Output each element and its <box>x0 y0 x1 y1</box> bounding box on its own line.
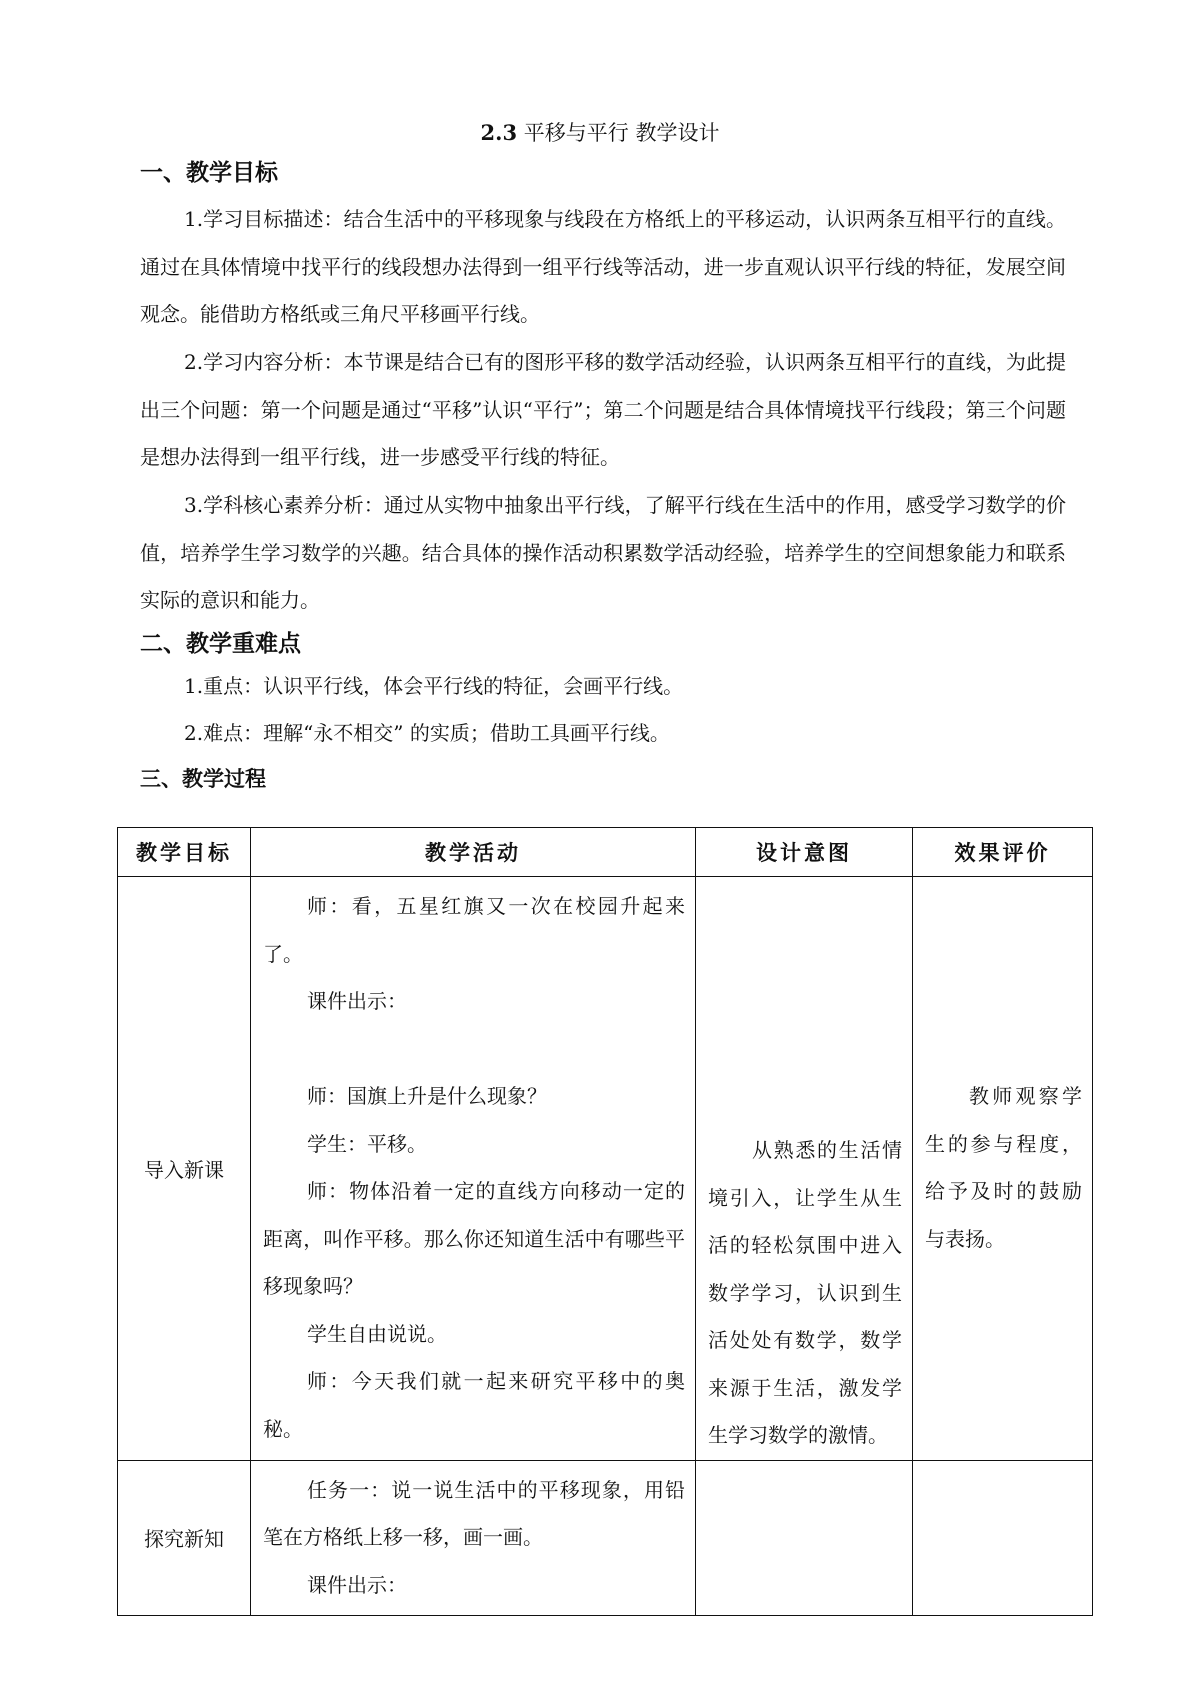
evaluation-cell <box>913 877 1093 1461</box>
activity-line: 任务一：说一说生活中的平移现象，用铅笔在方格纸上移一移，画一画。 <box>263 1477 685 1549</box>
goal-item-2: 2.学习内容分析：本节课是结合已有的图形平移的数学活动经验，认识两条互相平行的直线，为此提出三个问题：第一个问题是通过“平移”认识“平行”；第二个问题是结合具体情境找平行线段；第三个问题是想办法得到一组平行线，进一步感受平行线的特征。 <box>140 350 1066 469</box>
difficulty-item: 2.难点：理解“永不相交” 的实质；借助工具画平行线。 <box>184 721 670 745</box>
table-row-explore <box>118 1460 1093 1615</box>
goal-cell: 探究新知 <box>118 1460 251 1615</box>
header-evaluation: 效果评价 <box>913 828 1093 877</box>
courseware-placeholder <box>263 1026 685 1074</box>
header-intent: 设计意图 <box>696 828 913 877</box>
activity-line: 师：物体沿着一定的直线方向移动一定的距离，叫作平移。那么你还知道生活中有哪些平移现象吗？ <box>263 1179 685 1298</box>
activity-line: 师：今天我们就一起来研究平移中的奥秘。 <box>263 1369 685 1441</box>
header-goal: 教学目标 <box>118 828 251 877</box>
teaching-process-table <box>117 827 1093 1616</box>
title-number: 2.3 <box>480 120 518 145</box>
title-text: 平移与平行 教学设计 <box>517 121 720 145</box>
intent-text: 从熟悉的生活情境引入，让学生从生活的轻松氛围中进入数学学习，认识到生活处处有数学，数学来源于生活，激发学生学习数学的激情。 <box>708 1138 902 1447</box>
table-row-intro <box>118 877 1093 1461</box>
header-activity: 教学活动 <box>251 828 696 877</box>
activity-line: 师：看，五星红旗又一次在校园升起来了。 <box>263 894 685 966</box>
goal-item-1: 1.学习目标描述：结合生活中的平移现象与线段在方格纸上的平移运动，认识两条互相平行的直线。通过在具体情境中找平行的线段想办法得到一组平行线等活动，进一步直观认识平行线的特征，发展空间观念。能借助方格纸或三角尺平移画平行线。 <box>140 207 1066 326</box>
activity-line: 师：国旗上升是什么现象？ <box>307 1084 547 1108</box>
activity-line: 学生：平移。 <box>307 1131 427 1156</box>
table-header-row <box>118 828 1093 877</box>
activity-line: 课件出示： <box>307 989 407 1013</box>
evaluation-text: 教师观察学生的参与程度，给予及时的鼓励与表扬。 <box>925 1084 1082 1251</box>
document-title <box>0 118 1200 148</box>
activity-line: 课件出示： <box>307 1572 407 1597</box>
section-heading-process: 三、教学过程 <box>140 767 266 791</box>
intent-cell <box>696 877 913 1461</box>
intent-cell <box>696 1460 913 1615</box>
goal-item-3: 3.学科核心素养分析：通过从实物中抽象出平行线，了解平行线在生活中的作用，感受学习数学的价值，培养学生学习数学的兴趣。结合具体的操作活动积累数学活动经验，培养学生的空间想象能力和联系实际的意识和能力。 <box>140 493 1066 612</box>
goal-cell: 导入新课 <box>118 877 251 1461</box>
section-heading-goals: 一、教学目标 <box>140 160 278 186</box>
activity-cell <box>251 877 696 1461</box>
evaluation-cell <box>913 1460 1093 1615</box>
activity-line: 学生自由说说。 <box>307 1321 447 1346</box>
key-point-item: 1.重点：认识平行线，体会平行线的特征，会画平行线。 <box>184 674 684 698</box>
section-heading-key-points: 二、教学重难点 <box>140 631 301 657</box>
activity-cell <box>251 1460 696 1615</box>
